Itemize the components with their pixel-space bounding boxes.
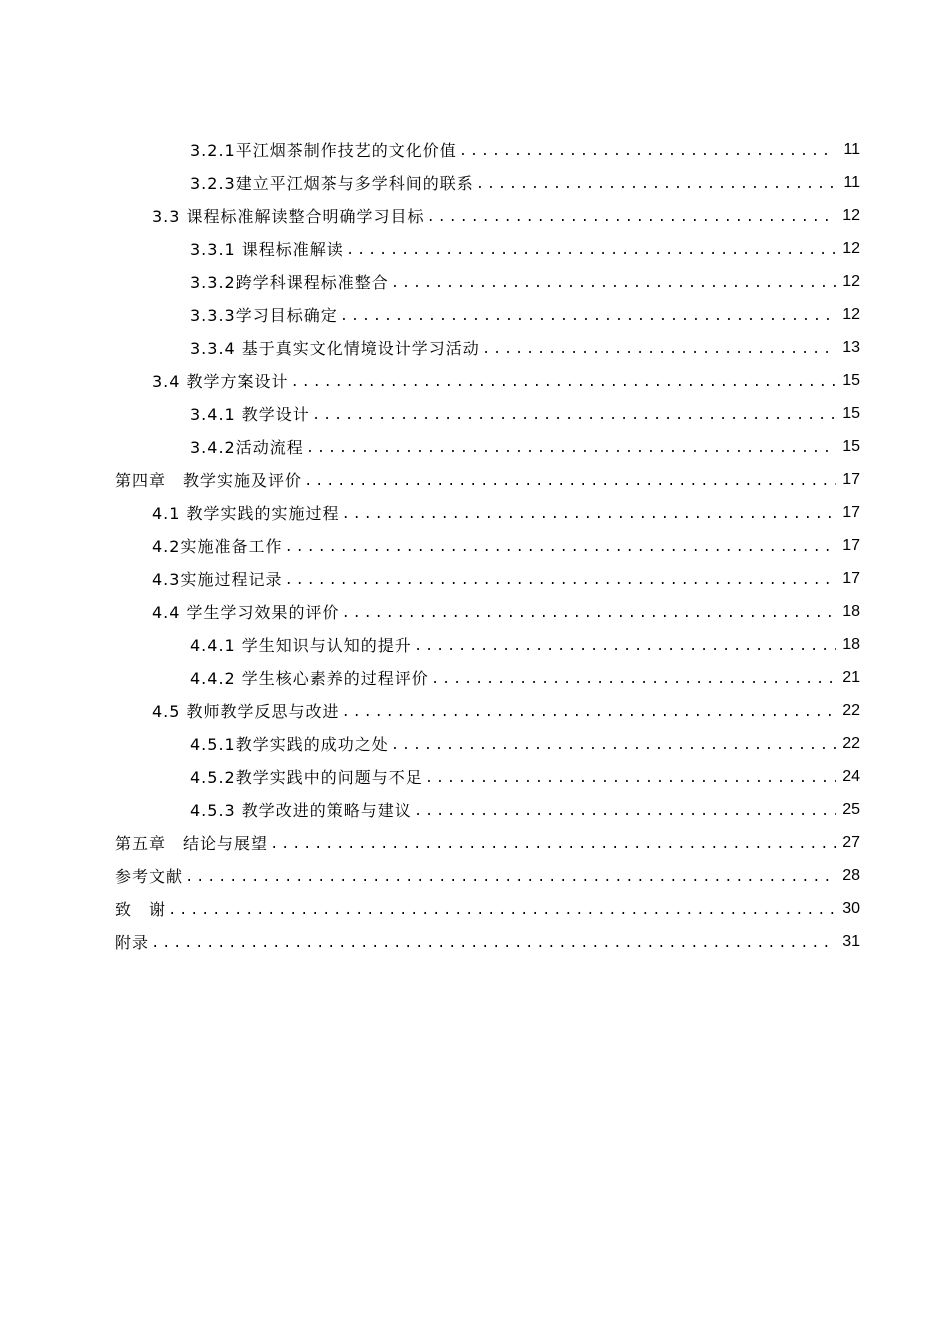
dot-leader	[312, 408, 836, 424]
toc-chapter-entry[interactable]	[115, 463, 860, 496]
toc-entry[interactable]	[152, 562, 860, 595]
toc-entry-label: 4.5 教师教学反思与改进	[152, 702, 340, 721]
toc-entry-page: 12	[842, 206, 860, 224]
dot-leader	[284, 573, 836, 589]
dot-leader	[185, 870, 836, 886]
dot-leader	[427, 210, 836, 226]
toc-entry-label: 3.3.3学习目标确定	[190, 306, 338, 325]
toc-entry-label: 3.2.3建立平江烟茶与多学科间的联系	[190, 174, 474, 193]
toc-entry-label: 4.5.1教学实践的成功之处	[190, 735, 389, 754]
toc-entry[interactable]	[190, 628, 860, 661]
toc-entry[interactable]	[190, 298, 860, 331]
toc-entry-page: 24	[842, 767, 860, 785]
toc-chapter-entry[interactable]	[115, 925, 860, 958]
toc-entry-page: 15	[842, 437, 860, 455]
toc-entry-label: 4.1 教学实践的实施过程	[152, 504, 340, 523]
toc-entry[interactable]	[190, 133, 860, 166]
toc-entry-page: 11	[843, 173, 860, 191]
dot-leader	[342, 606, 836, 622]
dot-leader	[425, 771, 836, 787]
dot-leader	[340, 309, 836, 325]
toc-entry-label: 3.2.1平江烟茶制作技艺的文化价值	[190, 141, 457, 160]
toc-entry[interactable]	[190, 397, 860, 430]
toc-entry-label: 致 谢	[115, 900, 167, 919]
toc-entry-label: 第五章 结论与展望	[115, 834, 269, 853]
dot-leader	[304, 474, 836, 490]
toc-chapter-entry[interactable]	[115, 892, 860, 925]
toc-entry[interactable]	[190, 760, 860, 793]
dot-leader	[306, 441, 836, 457]
dot-leader	[342, 705, 836, 721]
toc-entry-page: 22	[842, 734, 860, 752]
toc-entry[interactable]	[190, 727, 860, 760]
dot-leader	[284, 540, 836, 556]
dot-leader	[168, 903, 836, 919]
toc-entry-label: 4.4 学生学习效果的评价	[152, 603, 340, 622]
toc-chapter-entry[interactable]	[115, 826, 860, 859]
toc-entry-page: 21	[842, 668, 860, 686]
dot-leader	[459, 144, 836, 160]
toc-entry-label: 附录	[115, 933, 150, 952]
toc-entry-label: 4.4.1 学生知识与认知的提升	[190, 636, 412, 655]
toc-entry[interactable]	[190, 793, 860, 826]
toc-entry-label: 3.3.2跨学科课程标准整合	[190, 273, 389, 292]
toc-entry[interactable]	[190, 265, 860, 298]
dot-leader	[431, 672, 836, 688]
toc-entry-page: 17	[842, 470, 860, 488]
toc-entry-page: 31	[842, 932, 860, 950]
toc-entry-label: 4.3实施过程记录	[152, 570, 283, 589]
toc-entry-page: 18	[842, 602, 860, 620]
toc-entry-label: 4.5.2教学实践中的问题与不足	[190, 768, 423, 787]
dot-leader	[391, 738, 836, 754]
toc-entry[interactable]	[190, 331, 860, 364]
toc-entry-label: 3.3.1 课程标准解读	[190, 240, 344, 259]
toc-entry-page: 12	[842, 239, 860, 257]
toc-entry-page: 12	[842, 272, 860, 290]
toc-entry-label: 3.4.2活动流程	[190, 438, 304, 457]
toc-entry[interactable]	[152, 694, 860, 727]
toc-entry-page: 15	[842, 404, 860, 422]
toc-entry-label: 3.3 课程标准解读整合明确学习目标	[152, 207, 425, 226]
toc-entry-label: 4.4.2 学生核心素养的过程评价	[190, 669, 429, 688]
toc-entry-label: 3.4 教学方案设计	[152, 372, 289, 391]
toc-entry[interactable]	[152, 496, 860, 529]
dot-leader	[270, 837, 836, 853]
dot-leader	[476, 177, 836, 193]
toc-entry[interactable]	[152, 364, 860, 397]
toc-entry-page: 18	[842, 635, 860, 653]
toc-entry-page: 22	[842, 701, 860, 719]
toc-entry-page: 17	[842, 503, 860, 521]
toc-entry[interactable]	[152, 199, 860, 232]
dot-leader	[151, 936, 836, 952]
toc-entry[interactable]	[190, 430, 860, 463]
dot-leader	[391, 276, 836, 292]
toc-entry-page: 27	[842, 833, 860, 851]
toc-entry[interactable]	[190, 166, 860, 199]
toc-entry-page: 11	[843, 140, 860, 158]
toc-entry-label: 3.3.4 基于真实文化情境设计学习活动	[190, 339, 480, 358]
dot-leader	[414, 804, 836, 820]
toc-entry[interactable]	[190, 661, 860, 694]
toc-entry-page: 15	[842, 371, 860, 389]
toc-entry-label: 第四章 教学实施及评价	[115, 471, 303, 490]
dot-leader	[346, 243, 836, 259]
toc-chapter-entry[interactable]	[115, 859, 860, 892]
toc-entry-page: 28	[842, 866, 860, 884]
toc-entry[interactable]	[190, 232, 860, 265]
toc-entry-label: 3.4.1 教学设计	[190, 405, 310, 424]
dot-leader	[482, 342, 836, 358]
toc-entry-page: 12	[842, 305, 860, 323]
toc-entry-label: 参考文献	[115, 867, 184, 886]
toc-entry-page: 17	[842, 536, 860, 554]
dot-leader	[291, 375, 836, 391]
toc-entry[interactable]	[152, 529, 860, 562]
toc-entry-label: 4.2实施准备工作	[152, 537, 283, 556]
dot-leader	[342, 507, 836, 523]
toc-entry[interactable]	[152, 595, 860, 628]
toc-entry-page: 25	[842, 800, 860, 818]
toc-entry-page: 30	[842, 899, 860, 917]
toc-entry-label: 4.5.3 教学改进的策略与建议	[190, 801, 412, 820]
dot-leader	[414, 639, 836, 655]
toc-entry-page: 13	[842, 338, 860, 356]
toc-entry-page: 17	[842, 569, 860, 587]
